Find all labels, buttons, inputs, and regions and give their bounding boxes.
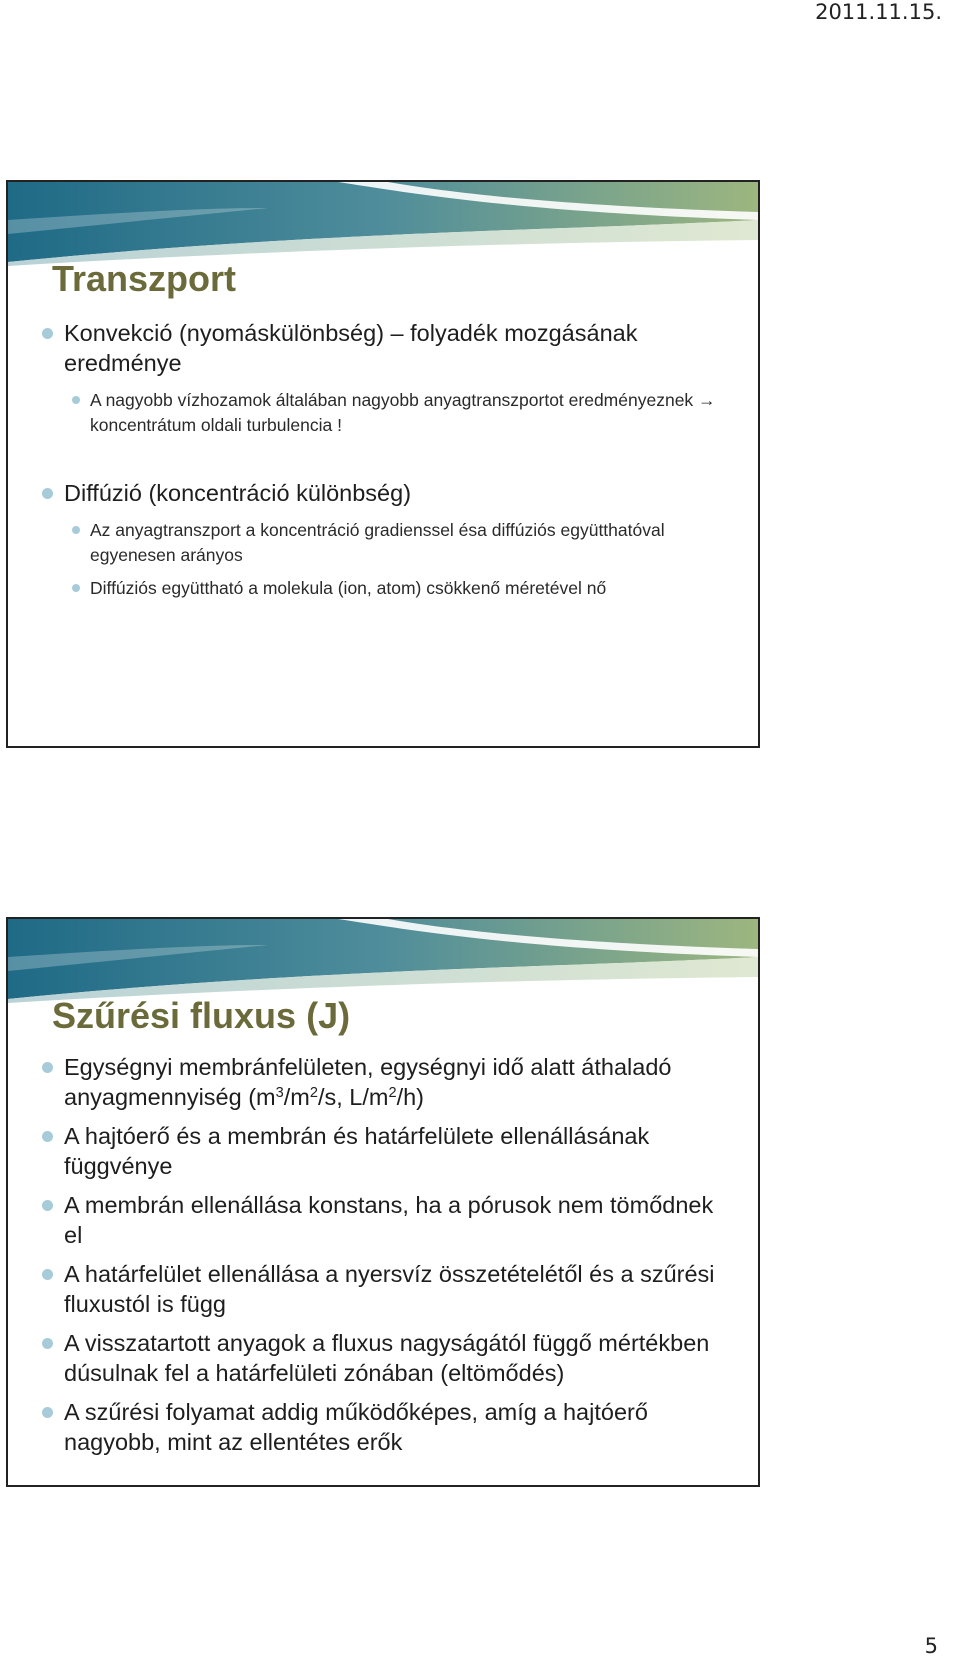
bullet-item [42, 318, 738, 378]
page-number: 5 [924, 1634, 938, 1658]
bullet-text: Egységnyi membránfelületen, egységnyi idő alatt áthaladó anyagmennyiség ($m^3/m^2/s$, $L/m^2/h$) [64, 1054, 672, 1110]
slide-szuresi-fluxus [6, 917, 760, 1487]
bullet-text: Diffúzió (koncentráció különbség) [64, 480, 412, 506]
bullet-dot-icon [42, 1062, 53, 1073]
bullet-dot-icon [72, 526, 80, 534]
sub-bullet-text: Diffúziós együttható a molekula (ion, atom) csökkenő méretével nő [90, 578, 607, 598]
slide-body [42, 1052, 738, 1457]
bullet-text: A határfelület ellenállása a nyersvíz összetételétől és a szűrési fluxustól is függ [64, 1261, 715, 1317]
slide-body [42, 318, 738, 601]
bullet-text: A szűrési folyamat addig működőképes, amíg a hajtóerő nagyobb, mint az ellentétes erők [64, 1399, 648, 1455]
bullet-dot-icon [42, 1131, 53, 1142]
bullet-dot-icon [42, 1407, 53, 1418]
bullet-dot-icon [42, 328, 53, 339]
bullet-item [42, 1190, 738, 1250]
bullet-dot-icon [42, 1269, 53, 1280]
bullet-dot-icon [72, 396, 80, 404]
bullet-dot-icon [42, 488, 53, 499]
bullet-item [42, 1259, 738, 1319]
bullet-item [42, 1121, 738, 1181]
sub-bullet-item [42, 576, 738, 601]
slide-transzport [6, 180, 760, 748]
bullet-item [42, 1397, 738, 1457]
bullet-dot-icon [72, 584, 80, 592]
bullet-text: A membrán ellenállása konstans, ha a pórusok nem tömődnek el [64, 1192, 714, 1248]
sub-bullet-item [42, 518, 738, 568]
bullet-dot-icon [42, 1338, 53, 1349]
page-date: 2011.11.15. [815, 0, 942, 24]
sub-bullet-text: A nagyobb vízhozamok általában nagyobb anyagtranszportot eredményeznek → koncentrátum oldali turbulencia ! [90, 390, 716, 435]
slide-title: Transzport [52, 258, 237, 299]
bullet-text: Konvekció (nyomáskülönbség) – folyadék mozgásának eredménye [64, 320, 638, 376]
bullet-item [42, 478, 738, 508]
bullet-item [42, 1052, 738, 1112]
sub-bullet-item [42, 388, 738, 438]
slide-title: Szűrési fluxus (J) [52, 995, 351, 1036]
sub-bullet-text: Az anyagtranszport a koncentráció gradienssel ésa diffúziós együtthatóval egyenesen arányos [90, 520, 665, 565]
bullet-item [42, 1328, 738, 1388]
bullet-text: A hajtóerő és a membrán és határfelülete ellenállásának függvénye [64, 1123, 650, 1179]
bullet-text: A visszatartott anyagok a fluxus nagyságától függő mértékben dúsulnak fel a határfelületi zónában (eltömődés) [64, 1330, 710, 1386]
bullet-dot-icon [42, 1200, 53, 1211]
